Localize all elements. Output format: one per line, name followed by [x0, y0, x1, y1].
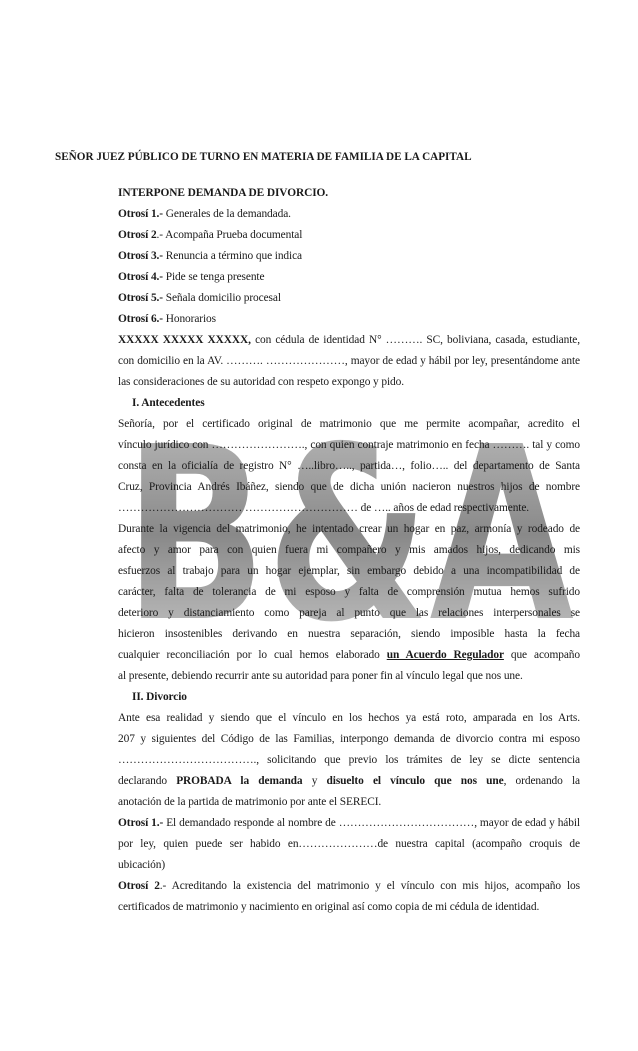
- paragraph-line: vínculo jurídico con ……………………., con quien contraje matrimonio en fecha ………. tal y como: [118, 439, 580, 451]
- otrosi-item: Otrosí 1.- Generales de la demandada.: [118, 208, 291, 220]
- paragraph-line: anotación de la partida de matrimonio por ante el SERECI.: [118, 796, 382, 808]
- paragraph-line: Ante esa realidad y siendo que el vínculo en los hechos ya está roto, amparada en los Arts.: [118, 712, 580, 724]
- paragraph-line: Otrosí 2.- Acreditando la existencia del matrimonio y el vínculo con mis hijos, acompaño los: [118, 880, 580, 892]
- paragraph-line: cualquier reconciliación por lo cual hemos elaborado un Acuerdo Regulador que acompaño: [118, 649, 580, 661]
- paragraph-line: afecto y amor para con quien fuera mi compañero y mis amados hijos, dedicando mis: [118, 544, 580, 556]
- paragraph-line: certificados de matrimonio y nacimiento en original así como copia de mi cédula de identidad.: [118, 901, 540, 913]
- paragraph-line: carácter, falta de tolerancia de mi esposo y falta de comprensión mutua hemos sufrido: [118, 586, 580, 598]
- paragraph-line: Durante la vigencia del matrimonio, he intentado crear un hogar en paz, armonía y rodeado de: [118, 523, 580, 535]
- acuerdo-regulador-reference: un Acuerdo Regulador: [386, 649, 504, 661]
- otrosi-item: Otrosí 3.- Renuncia a término que indica: [118, 250, 303, 262]
- paragraph-line: deterioro y distanciamiento como pareja al punto que las relaciones interpersonales se: [118, 607, 580, 619]
- paragraph-line: Otrosí 1.- El demandado responde al nombre de ………………………………, mayor de edad y hábil: [118, 817, 580, 829]
- subject-line: INTERPONE DEMANDA DE DIVORCIO.: [118, 187, 329, 199]
- paragraph-line: ………………………………., solicitando que previo los trámites de ley se dicte sentencia: [118, 754, 580, 766]
- paragraph-line: Señoría, por el certificado original de matrimonio que me permite acompañar, acredito el: [118, 418, 580, 430]
- intro-line: XXXXX XXXXX XXXXX, con cédula de identidad N° ………. SC, boliviana, casada, estudiante,: [118, 334, 580, 346]
- paragraph-line: Cruz, Provincia Andrés Ibáñez, siendo que de dicha unión nacieron nuestros hijos de nombre: [118, 481, 580, 493]
- intro-line: con domicilio en la AV. ………. …………………, mayor de edad y hábil por ley, presentándome ante: [118, 355, 580, 367]
- logo-watermark-text: B&A: [124, 418, 574, 633]
- paragraph-line: hicieron insostenibles derivando en nuestra separación, siendo imposible hasta la fecha: [118, 628, 580, 640]
- paragraph-line: al presente, debiendo recurrir ante su autoridad para poner fin al vínculo legal que nos une.: [118, 670, 523, 682]
- intro-line: las consideraciones de su autoridad con respeto expongo y pido.: [118, 376, 404, 388]
- otrosi-item: Otrosí 5.- Señala domicilio procesal: [118, 292, 281, 304]
- paragraph-line: 207 y siguientes del Código de las Familias, interpongo demanda de divorcio contra mi esposo: [118, 733, 580, 745]
- section-heading-antecedentes: I. Antecedentes: [132, 397, 205, 409]
- paragraph-line: consta en la oficialía de registro N° …..libro….., partida…, folio….. del departamento de Santa: [118, 460, 580, 472]
- paragraph-line: declarando PROBADA la demanda y disuelto el vínculo que nos une, ordenando la: [118, 775, 580, 787]
- section-heading-divorcio: II. Divorcio: [132, 691, 187, 703]
- otrosi-item: Otrosí 2.- Acompaña Prueba documental: [118, 229, 303, 241]
- court-heading: SEÑOR JUEZ PÚBLICO DE TURNO EN MATERIA DE FAMILIA DE LA CAPITAL: [55, 151, 472, 163]
- otrosi-item: Otrosí 6.- Honorarios: [118, 313, 216, 325]
- otrosi-item: Otrosí 4.- Pide se tenga presente: [118, 271, 265, 283]
- paragraph-line: por ley, quien puede ser habido en…………………de nuestra capital (acompaño croquis de: [118, 838, 580, 850]
- paragraph-line: ubicación): [118, 859, 166, 871]
- paragraph-line: …………………………… ………………………… de ….. años de edad respectivamente.: [118, 502, 530, 514]
- paragraph-line: esfuerzos al trabajo para un hogar ejemplar, sin embargo debido a una incompatibilidad de: [118, 565, 580, 577]
